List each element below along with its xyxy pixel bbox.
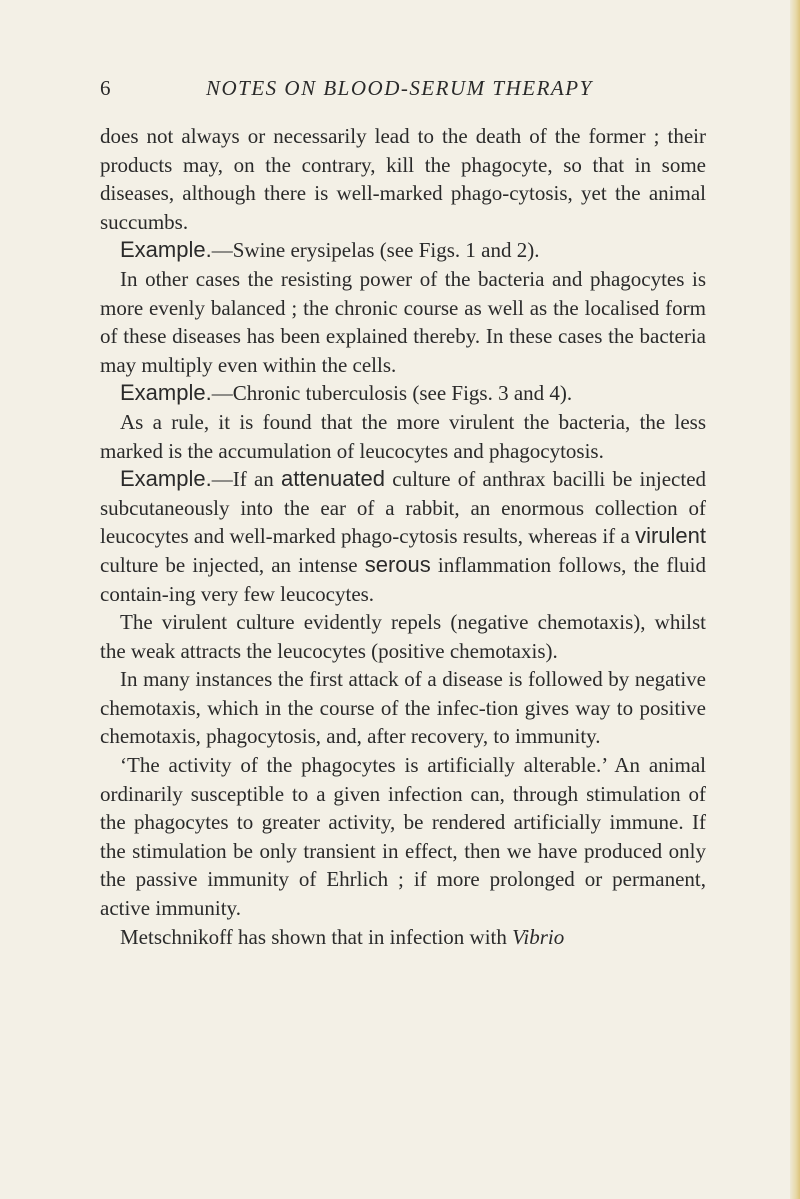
page-header [100,76,720,106]
attenuated-term: attenuated [281,466,386,492]
paragraph-7 [100,923,706,952]
paragraph-6: ‘The activity of the phagocytes is artificially alterable.’ An animal ordinarily susceptible to a given infection can, through stimulation of the phagocytes to greater activity, be rendered artificially immune. If the stimulation be only transient in effect, then we have produced only the passive immunity of Ehrlich ; if more prolonged or permanent, active immunity. [100,753,706,921]
example-3-text-2: culture of anthrax bacilli be injected subcutaneously into the ear of a rabbit, an enormous collection of leucocytes and well-marked phago-cytosis results, whereas if a [100,467,707,549]
example-3 [100,465,706,608]
paragraph-3: As a rule, it is found that the more virulent the bacteria, the less marked is the accumulation of leucocytes and phagocytosis. [100,409,706,463]
example-label: Example. [120,237,212,263]
serous-term: serous [364,551,431,577]
vibrio-term: Vibrio [512,924,565,949]
paragraph-2: In other cases the resisting power of the bacteria and phagocytes is more evenly balanced ; the chronic course as well as the localised form of these diseases has been explained thereby. In these cases the bacteria may multiply even within the cells. [100,266,706,377]
paragraph-7-text: Metschnikoff has shown that in infection with [120,924,507,949]
paragraph-1: does not always or necessarily lead to the death of the former ; their products may, on the contrary, kill the phagocyte, so that in some diseases, although there is well-marked phago-cytosis, yet the animal succumbs. [100,124,706,234]
example-3-text-4: inflammation follows, the fluid contain-ing very few leucocytes. [100,552,706,606]
virulent-term: virulent [635,523,707,549]
example-2-text: —Chronic tuberculosis (see Figs. 3 and 4). [211,381,573,406]
paragraph-5: In many instances the first attack of a disease is followed by negative chemotaxis, which in the course of the infec-tion gives way to positive chemotaxis, phagocytosis, and, after recovery, to immunity. [100,667,706,749]
example-label: Example. [120,466,212,492]
running-title: NOTES ON BLOOD-SERUM THERAPY [206,76,593,100]
example-2 [100,379,706,408]
page-number: 6 [100,76,112,100]
body-text [100,122,706,951]
example-3-text-3: culture be injected, an intense [100,552,358,577]
example-label: Example. [120,380,212,406]
paragraph-4: The virulent culture evidently repels (negative chemotaxis), whilst the weak attracts the leucocytes (positive chemotaxis). [100,610,706,663]
page-edge [790,0,800,1199]
example-3-text-1: —If an [211,467,274,492]
example-1 [100,236,706,265]
example-1-text: —Swine erysipelas (see Figs. 1 and 2). [211,238,540,263]
